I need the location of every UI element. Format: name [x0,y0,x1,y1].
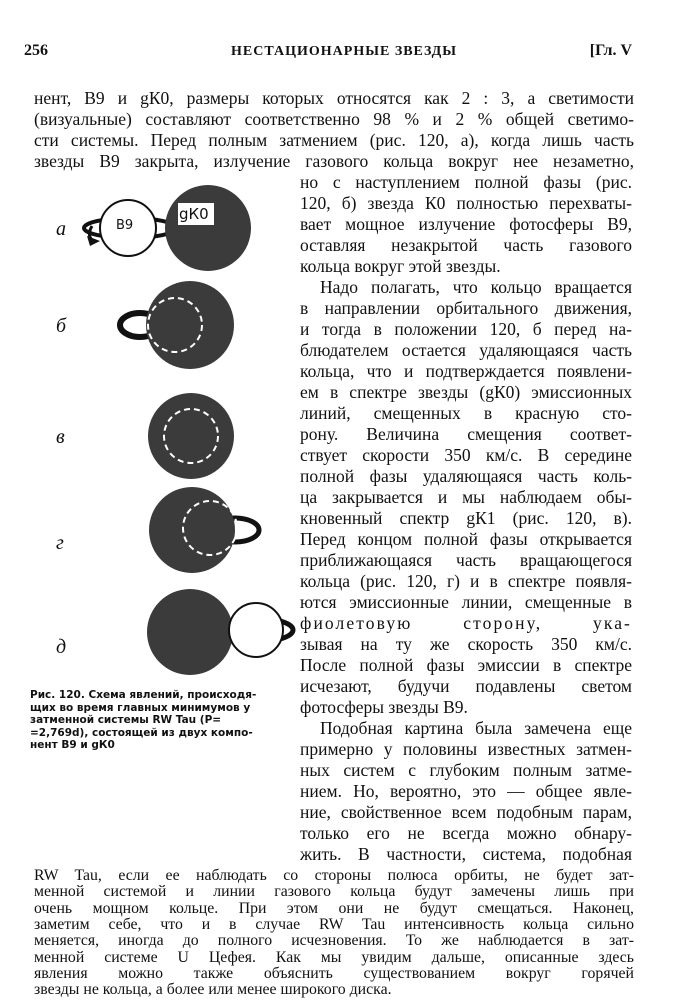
body-line: жить. В частности, система, подобная [300,844,632,864]
running-title: НЕСТАЦИОНАРНЫЕ ЗВЕЗДЫ [231,44,457,59]
body-line: сти системы. Перед полным затмением (рис. 120, а), когда лишь часть [34,130,634,150]
body-line: вает мощное излучение фотосферы В9, [300,214,632,234]
figure-caption [30,689,292,752]
body-line: Перед концом полной фазы открывается [300,529,632,549]
body-line: меняется, иногда до полного исчезновения. То же наблюдается в зат- [34,932,634,950]
caption-line: щих во время главных минимумов у [30,701,251,714]
panel-e-diagram [147,589,293,675]
body-line: оставляя незакрытой часть газового [300,235,632,255]
body-line: блюдателем остается удаляющаяся часть [300,340,632,360]
body-line: нент, В9 и gК0, размеры которых относятся как 2 : 3, а светимости [34,88,634,108]
cool-star-gk0 [146,281,234,369]
panel-c-diagram [148,393,234,479]
body-line: Надо полагать, что кольцо вращается [320,277,632,297]
panel-b-diagram [120,281,234,369]
body-line: линий, смещенных в красную сто- [300,403,632,423]
body-line: примерно у половины известных затмен- [300,739,632,759]
body-line: ствует скорости 350 км/с. В середине [300,445,632,465]
body-line: ются эмиссионные линии, смещенные в [300,592,632,612]
cool-star-gk0 [148,393,234,479]
panel-label-c: в [56,426,65,448]
body-line: кольца (рис. 120, г) и в спектре появля- [300,571,632,591]
body-line: полной фазы удаляющаяся часть коль- [300,466,632,486]
cool-star-gk0 [147,589,233,675]
body-line: Подобная картина была замечена еще [320,718,632,738]
figure-120 [30,170,298,690]
panel-label-e: д [56,636,67,658]
body-line: приближающаяся часть вращающегося [300,550,632,570]
cool-star-gk0 [149,487,235,573]
body-line: звезды В9 закрыта, излучение газового кольца вокруг нее незаметно, [34,151,634,171]
caption-line: =2,769d), состоящей из двух компо- [30,726,253,739]
body-line: фотосферы звезды В9. [300,697,468,717]
caption-line: нент В9 и gК0 [30,739,115,752]
body-line: кольца вокруг этой звезды. [300,256,501,276]
body-line: явления можно также объяснить существованием вокруг горячей [34,964,634,982]
body-line: кновенный спектр gК1 (рис. 120, в). [300,508,632,528]
eclipse-diagram [30,170,298,690]
body-line: ем в спектре звезды (gК0) эмиссионных [300,382,632,402]
body-line: ных систем с глубоким полным затме- [300,760,632,780]
panel-a-diagram [84,185,251,271]
hot-star-b9 [229,603,283,657]
body-line: кольца, что и подтверждается появлени- [300,361,632,381]
cool-star-label: gК0 [179,205,209,223]
caption-line: Рис. 120. Схема явлений, происходя- [30,689,257,701]
panel-label-d: г [56,532,64,554]
panel-d-diagram [149,487,259,573]
body-line: ние, свойственное всем подобным парам, [300,802,632,822]
body-line: После полной фазы эмиссии в спектре [300,655,632,675]
body-line: и тогда в положении 120, б перед на- [300,319,632,339]
body-line: нием. Но, вероятно, это — общее явле- [300,781,632,801]
cool-star-gk0 [165,185,251,271]
panel-label-a: а [56,218,66,240]
body-line: звезды не кольца, а более или менее широкого диска. [34,981,392,999]
chapter-label: [Гл. V [589,42,632,59]
body-line: исчезают, будучи подавлены светом [300,676,632,696]
body-line: очень мощном кольце. При этом они не будут смещаться. Наконец, [34,899,634,917]
body-line: но с наступлением полной фазы (рис. [300,172,632,192]
body-line: заметим себе, что и в случае RW Tau интенсивность кольца сильно [34,915,634,933]
body-line: ца закрывается и мы наблюдаем обы- [300,487,632,507]
body-line: фиолетовую сторону, ука- [300,613,632,633]
body-line: 120, б) звезда К0 полностью перехваты- [300,193,632,213]
panel-label-b: б [56,315,67,337]
caption-line: затменной системы RW Tau (P= [30,714,222,727]
body-line: RW Tau, если ее наблюдать со стороны полюса орбиты, не будет зат- [34,867,634,884]
page-number: 256 [24,42,48,59]
hot-star-label: В9 [116,218,134,233]
body-line: зывая на ту же скорость 350 км/с. [300,634,632,654]
body-line: (визуальные) составляют соответственно 98 % и 2 % общей светимо- [34,109,634,129]
body-line: менной системой и линии газового кольца будут замечены лишь при [34,883,634,901]
body-line: только его не всегда можно обнару- [300,823,632,843]
arrow-head-icon [87,236,100,246]
body-line: рону. Величина смещения соответ- [300,424,632,444]
body-line: менной системе U Цефея. Как мы увидим дальше, описанные здесь [34,948,634,966]
body-line: в направлении орбитального движения, [300,298,632,318]
